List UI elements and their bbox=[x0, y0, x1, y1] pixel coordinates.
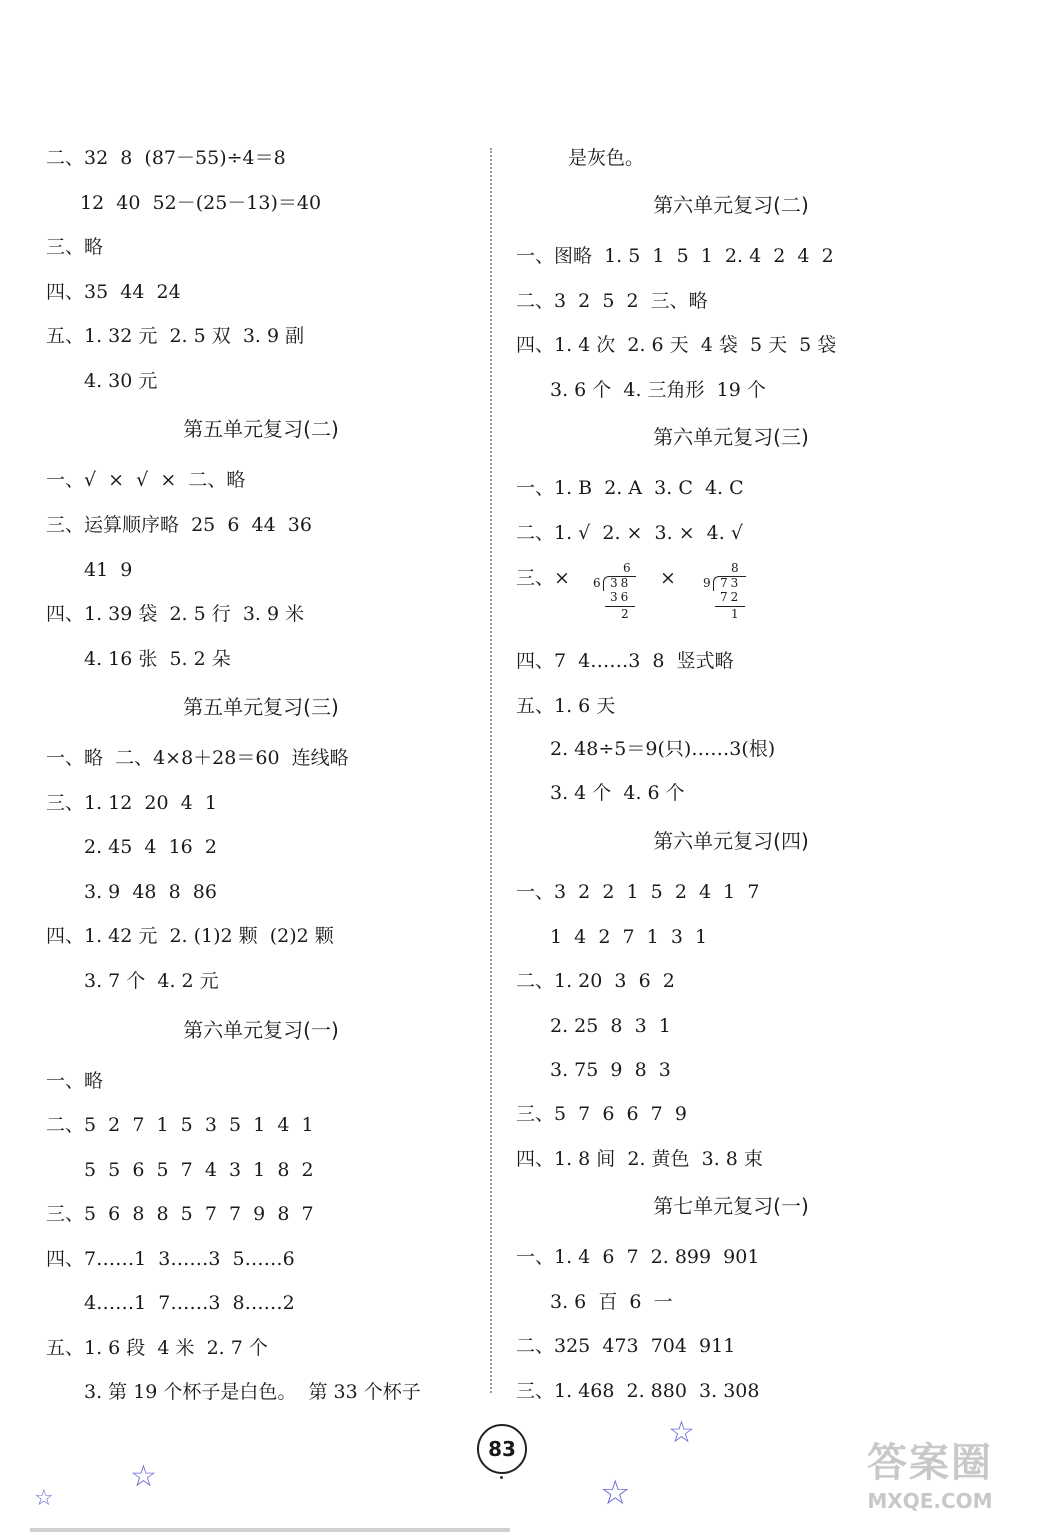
long-division-2 bbox=[703, 562, 753, 628]
answer-line: 三、1. 468 2. 880 3. 308 bbox=[516, 1380, 760, 1402]
answer-line: 三、1. 12 20 4 1 bbox=[46, 792, 217, 814]
answer-line: 41 9 bbox=[84, 559, 133, 581]
answer-line: 一、1. 4 6 7 2. 899 901 bbox=[516, 1246, 760, 1268]
answer-line: 4……1 7……3 8……2 bbox=[84, 1292, 295, 1314]
answer-line: 一、略 bbox=[46, 1070, 104, 1092]
answer-line: 是灰色。 bbox=[568, 147, 645, 169]
answer-line: 4. 16 张 5. 2 朵 bbox=[84, 648, 231, 670]
answer-line: 四、1. 8 间 2. 黄色 3. 8 束 bbox=[516, 1148, 763, 1170]
star-icon: ☆ bbox=[130, 1459, 157, 1494]
answer-line: 一、1. B 2. A 3. C 4. C bbox=[516, 477, 744, 499]
bottom-bar bbox=[30, 1528, 510, 1532]
quotient: 8 bbox=[731, 561, 739, 575]
answer-line: 四、1. 39 袋 2. 5 行 3. 9 米 bbox=[46, 603, 305, 625]
answer-line: 一、略 二、4×8＋28＝60 连线略 bbox=[46, 747, 349, 769]
answer-line: 3. 4 个 4. 6 个 bbox=[550, 782, 685, 804]
remainder: 2 bbox=[621, 607, 629, 621]
star-icon: ☆ bbox=[668, 1415, 695, 1450]
division-line bbox=[605, 606, 635, 607]
answer-line: 3. 9 48 8 86 bbox=[84, 881, 217, 903]
answer-line: 3. 7 个 4. 2 元 bbox=[84, 970, 219, 992]
answer-line: 一、√ × √ × 二、略 bbox=[46, 469, 246, 491]
division-line bbox=[715, 606, 745, 607]
answer-line: 五、1. 32 元 2. 5 双 3. 9 副 bbox=[46, 325, 305, 347]
answer-line: 12 40 52－(25－13)＝40 bbox=[80, 192, 322, 214]
answer-line: 三、运算顺序略 25 6 44 36 bbox=[46, 514, 312, 536]
answer-line: 二、32 8 (87－55)÷4＝8 bbox=[46, 147, 286, 169]
answer-line: 五、1. 6 段 4 米 2. 7 个 bbox=[46, 1337, 268, 1359]
answer-line: 3. 6 个 4. 三角形 19 个 bbox=[550, 379, 766, 401]
section-heading: 第六单元复习(四) bbox=[653, 829, 809, 853]
answer-line: 四、7 4……3 8 竖式略 bbox=[516, 650, 734, 672]
answer-line: 1 4 2 7 1 3 1 bbox=[550, 926, 708, 948]
star-icon: ☆ bbox=[34, 1486, 54, 1511]
answer-line: 四、7……1 3……3 5……6 bbox=[46, 1248, 295, 1270]
answer-line: 五、1. 6 天 bbox=[516, 695, 616, 717]
answer-line: 三、略 bbox=[46, 236, 104, 258]
product: 36 bbox=[610, 590, 632, 604]
answer-line: 三、5 7 6 6 7 9 bbox=[516, 1103, 687, 1125]
section-heading: 第七单元复习(一) bbox=[653, 1194, 809, 1218]
product: 72 bbox=[720, 590, 742, 604]
page-dot bbox=[500, 1476, 503, 1479]
answer-line: 3. 6 百 6 一 bbox=[550, 1291, 673, 1313]
watermark-url: MXQE.COM bbox=[867, 1489, 993, 1513]
answer-line: 5 5 6 5 7 4 3 1 8 2 bbox=[84, 1159, 314, 1181]
star-icon: ☆ bbox=[600, 1473, 631, 1513]
answer-line: 三、× bbox=[516, 567, 570, 589]
answer-line: 2. 45 4 16 2 bbox=[84, 836, 217, 858]
answer-line: 一、3 2 2 1 5 2 4 1 7 bbox=[516, 881, 760, 903]
long-division-1 bbox=[593, 562, 643, 628]
section-heading: 第六单元复习(一) bbox=[183, 1018, 339, 1042]
answer-line: 二、1. √ 2. × 3. × 4. √ bbox=[516, 522, 743, 544]
page-number: 83 bbox=[477, 1424, 527, 1474]
remainder: 1 bbox=[731, 607, 739, 621]
dividend: 38 bbox=[610, 576, 632, 590]
answer-line: 4. 30 元 bbox=[84, 370, 158, 392]
section-heading: 第五单元复习(三) bbox=[183, 695, 339, 719]
section-heading: 第五单元复习(二) bbox=[183, 417, 339, 441]
watermark-logo: 答案圈 bbox=[867, 1440, 993, 1486]
watermark bbox=[830, 1438, 1030, 1528]
dividend: 73 bbox=[720, 576, 742, 590]
answer-line: 3. 75 9 8 3 bbox=[550, 1059, 671, 1081]
answer-line: 2. 25 8 3 1 bbox=[550, 1015, 671, 1037]
section-heading: 第六单元复习(三) bbox=[653, 425, 809, 449]
answer-line: 四、1. 42 元 2. (1)2 颗 (2)2 颗 bbox=[46, 925, 334, 947]
divisor: 6 bbox=[593, 576, 601, 590]
answer-line: 二、325 473 704 911 bbox=[516, 1335, 736, 1357]
answer-line: 2. 48÷5＝9(只)……3(根) bbox=[550, 738, 776, 760]
answer-line: 二、3 2 5 2 三、略 bbox=[516, 290, 708, 312]
cross-mark: × bbox=[660, 567, 676, 589]
divisor: 9 bbox=[703, 576, 711, 590]
answer-line: 四、35 44 24 bbox=[46, 281, 181, 303]
column-divider bbox=[490, 148, 492, 1393]
section-heading: 第六单元复习(二) bbox=[653, 193, 809, 217]
answer-line: 二、5 2 7 1 5 3 5 1 4 1 bbox=[46, 1114, 314, 1136]
answer-line: 二、1. 20 3 6 2 bbox=[516, 970, 675, 992]
answer-line: 一、图略 1. 5 1 5 1 2. 4 2 4 2 bbox=[516, 245, 834, 267]
answer-line: 四、1. 4 次 2. 6 天 4 袋 5 天 5 袋 bbox=[516, 334, 837, 356]
answer-line: 三、5 6 8 8 5 7 7 9 8 7 bbox=[46, 1203, 314, 1225]
quotient: 6 bbox=[623, 561, 631, 575]
answer-line: 3. 第 19 个杯子是白色。 第 33 个杯子 bbox=[84, 1381, 421, 1403]
